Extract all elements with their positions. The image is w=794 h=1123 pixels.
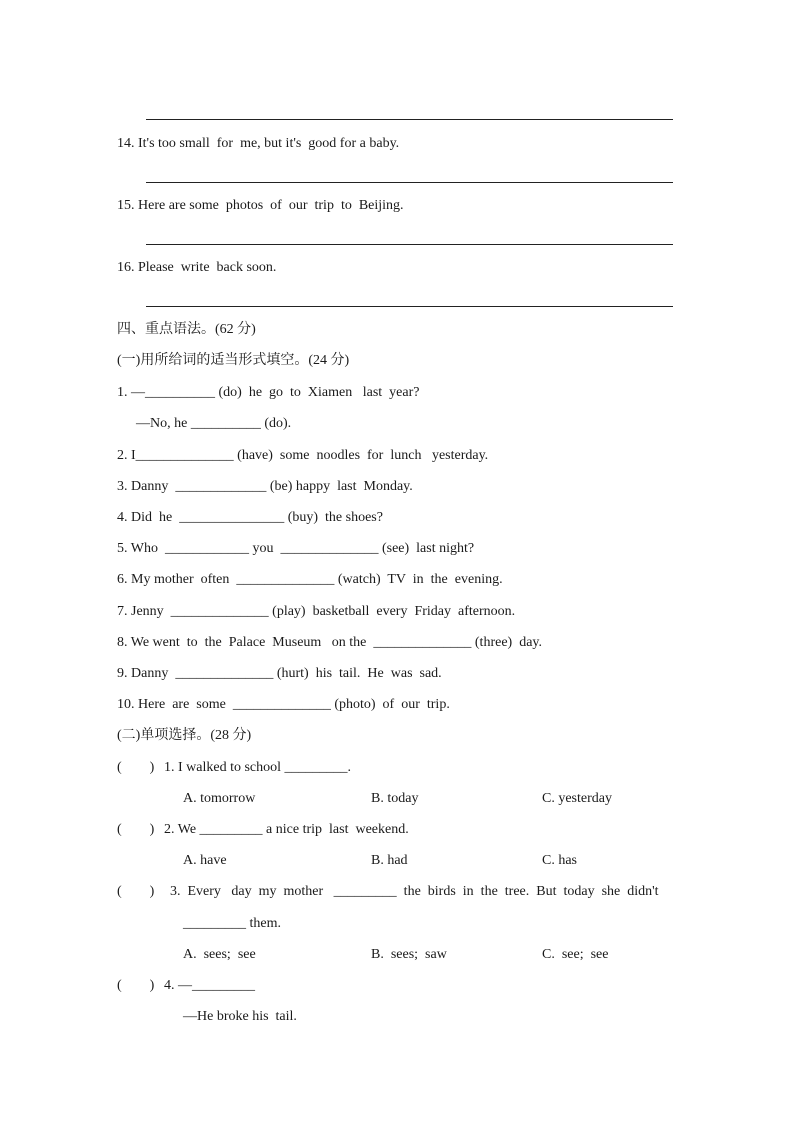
q3-option-b: B. sees; saw bbox=[371, 947, 447, 962]
fill-item-2: 2. I______________ (have) some noodles for lunch yesterday. bbox=[117, 448, 489, 463]
mc-question-1: 1. I walked to school _________. bbox=[164, 760, 352, 775]
answer-paren-1: ( ) bbox=[117, 760, 155, 775]
fill-item-1-answer: —No, he __________ (do). bbox=[136, 416, 292, 431]
fill-item-1: 1. —__________ (do) he go to Xiamen last year? bbox=[117, 385, 420, 400]
q1-option-c: C. yesterday bbox=[542, 791, 612, 806]
fill-item-4: 4. Did he _______________ (buy) the shoes? bbox=[117, 510, 383, 525]
section-heading: 四、重点语法。(62 分) bbox=[117, 322, 256, 337]
fill-item-6: 6. My mother often ______________ (watch) TV in the evening. bbox=[117, 572, 503, 587]
mc-question-3-cont: _________ them. bbox=[183, 916, 281, 931]
q3-option-a: A. sees; see bbox=[183, 947, 256, 962]
q1-option-a: A. tomorrow bbox=[183, 791, 256, 806]
mc-question-2: 2. We _________ a nice trip last weekend. bbox=[164, 822, 409, 837]
answer-line-16 bbox=[146, 306, 673, 307]
fill-item-3: 3. Danny _____________ (be) happy last Monday. bbox=[117, 479, 413, 494]
part2-heading: (二)单项选择。(28 分) bbox=[117, 728, 252, 743]
question-14: 14. It's too small for me, but it's good for a baby. bbox=[117, 136, 400, 151]
q2-option-c: C. has bbox=[542, 853, 577, 868]
answer-line-15 bbox=[146, 244, 673, 245]
part1-heading: (一)用所给词的适当形式填空。(24 分) bbox=[117, 353, 350, 368]
fill-item-8: 8. We went to the Palace Museum on the ______________ (three) day. bbox=[117, 635, 543, 650]
fill-item-5: 5. Who ____________ you ______________ (see) last night? bbox=[117, 541, 475, 556]
answer-line-13 bbox=[146, 119, 673, 120]
fill-item-7: 7. Jenny ______________ (play) basketball every Friday afternoon. bbox=[117, 604, 516, 619]
mc-question-4-answer: —He broke his tail. bbox=[183, 1009, 297, 1024]
answer-paren-2: ( ) bbox=[117, 822, 155, 837]
answer-paren-3: ( ) bbox=[117, 884, 155, 899]
q1-option-b: B. today bbox=[371, 791, 419, 806]
answer-line-14 bbox=[146, 182, 673, 183]
q2-option-b: B. had bbox=[371, 853, 408, 868]
mc-question-3: 3. Every day my mother _________ the birds in the tree. But today she didn't bbox=[170, 884, 659, 899]
answer-paren-4: ( ) bbox=[117, 978, 155, 993]
q3-option-c: C. see; see bbox=[542, 947, 609, 962]
question-16: 16. Please write back soon. bbox=[117, 260, 277, 275]
question-15: 15. Here are some photos of our trip to Beijing. bbox=[117, 198, 404, 213]
fill-item-9: 9. Danny ______________ (hurt) his tail. He was sad. bbox=[117, 666, 442, 681]
q2-option-a: A. have bbox=[183, 853, 227, 868]
mc-question-4: 4. —_________ bbox=[164, 978, 255, 993]
fill-item-10: 10. Here are some ______________ (photo) of our trip. bbox=[117, 697, 450, 712]
